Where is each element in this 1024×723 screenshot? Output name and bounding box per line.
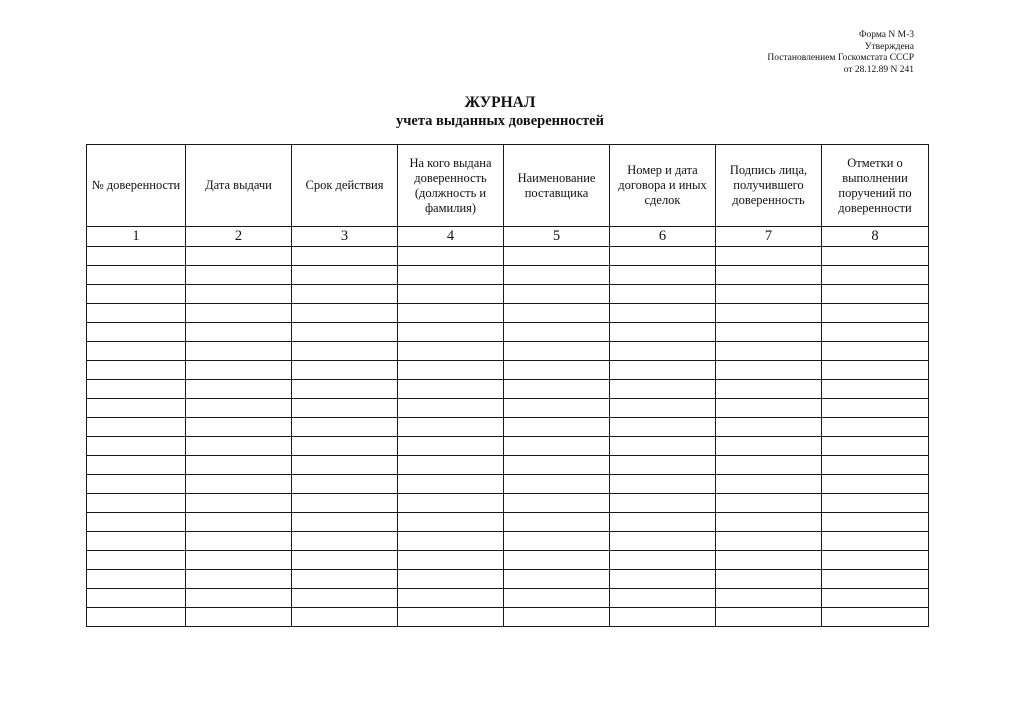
table-cell[interactable] [610, 608, 716, 627]
table-cell[interactable] [87, 418, 186, 437]
table-cell[interactable] [398, 399, 504, 418]
title-main: ЖУРНАЛ [464, 94, 536, 111]
table-cell[interactable] [87, 494, 186, 513]
table-cell[interactable] [398, 418, 504, 437]
table-cell[interactable] [610, 456, 716, 475]
table-cell[interactable] [610, 494, 716, 513]
header-row [87, 145, 929, 227]
table-cell[interactable] [822, 570, 929, 589]
table-cell[interactable] [716, 589, 822, 608]
table-cell[interactable] [186, 475, 292, 494]
column-number: 1 [87, 227, 186, 247]
table-cell[interactable] [610, 437, 716, 456]
table-cell[interactable] [610, 361, 716, 380]
table-cell[interactable] [504, 475, 610, 494]
table-cell[interactable] [292, 361, 398, 380]
table-cell[interactable] [186, 380, 292, 399]
journal-table [86, 144, 929, 627]
column-number: 3 [292, 227, 398, 247]
header-cell: Срок действия [292, 145, 398, 227]
table-cell[interactable] [822, 342, 929, 361]
table-cell[interactable] [504, 551, 610, 570]
table-cell[interactable] [822, 247, 929, 266]
table-cell[interactable] [398, 285, 504, 304]
document-title [0, 93, 1000, 130]
table-cell[interactable] [822, 551, 929, 570]
table-cell[interactable] [398, 608, 504, 627]
table-cell[interactable] [822, 475, 929, 494]
table-cell[interactable] [610, 475, 716, 494]
table-cell[interactable] [292, 285, 398, 304]
header-cell: № доверенности [87, 145, 186, 227]
header-cell: Отметки о выполнении поручений по доверенности [822, 145, 929, 227]
table-row [87, 247, 929, 266]
column-number-row [87, 227, 929, 247]
table-cell[interactable] [186, 570, 292, 589]
table-cell[interactable] [822, 513, 929, 532]
table-cell[interactable] [292, 266, 398, 285]
table-cell[interactable] [186, 342, 292, 361]
table-cell[interactable] [292, 608, 398, 627]
table-row [87, 551, 929, 570]
approval-resolution: Постановлением Госкомстата СССР [767, 53, 914, 63]
header-cell: Дата выдачи [186, 145, 292, 227]
table-cell[interactable] [716, 399, 822, 418]
table-cell[interactable] [186, 304, 292, 323]
header-cell: Номер и дата договора и иных сделок [610, 145, 716, 227]
table-cell[interactable] [398, 494, 504, 513]
table-cell[interactable] [610, 513, 716, 532]
table-cell[interactable] [398, 475, 504, 494]
table-cell[interactable] [822, 494, 929, 513]
form-number: Форма N М-3 [859, 30, 914, 40]
table-cell[interactable] [292, 475, 398, 494]
table-cell[interactable] [398, 304, 504, 323]
table-cell[interactable] [716, 361, 822, 380]
table-cell[interactable] [186, 285, 292, 304]
table-cell[interactable] [398, 570, 504, 589]
table-row [87, 361, 929, 380]
table-row [87, 589, 929, 608]
table-cell[interactable] [610, 266, 716, 285]
table-cell[interactable] [610, 380, 716, 399]
table-cell[interactable] [716, 532, 822, 551]
table-cell[interactable] [504, 304, 610, 323]
table-cell[interactable] [504, 361, 610, 380]
table-row [87, 494, 929, 513]
table-cell[interactable] [87, 570, 186, 589]
table-cell[interactable] [716, 475, 822, 494]
table-cell[interactable] [186, 361, 292, 380]
table-cell[interactable] [292, 399, 398, 418]
table-cell[interactable] [504, 399, 610, 418]
table-cell[interactable] [292, 532, 398, 551]
table-cell[interactable] [292, 589, 398, 608]
table-cell[interactable] [398, 532, 504, 551]
table-cell[interactable] [398, 342, 504, 361]
table-cell[interactable] [87, 285, 186, 304]
table-cell[interactable] [186, 323, 292, 342]
table-cell[interactable] [292, 456, 398, 475]
table-cell[interactable] [504, 285, 610, 304]
table-cell[interactable] [87, 608, 186, 627]
table-row [87, 418, 929, 437]
table-row [87, 437, 929, 456]
table-cell[interactable] [504, 323, 610, 342]
table-cell[interactable] [186, 532, 292, 551]
table-cell[interactable] [822, 304, 929, 323]
table-cell[interactable] [716, 304, 822, 323]
table-cell[interactable] [716, 380, 822, 399]
table-cell[interactable] [398, 513, 504, 532]
table-cell[interactable] [398, 589, 504, 608]
table-row [87, 285, 929, 304]
table-cell[interactable] [186, 608, 292, 627]
table-cell[interactable] [292, 513, 398, 532]
approval-stamp [767, 30, 914, 76]
table-cell[interactable] [87, 323, 186, 342]
table-row [87, 456, 929, 475]
table-cell[interactable] [398, 437, 504, 456]
table-row [87, 513, 929, 532]
table-cell[interactable] [87, 475, 186, 494]
table-cell[interactable] [822, 285, 929, 304]
table-cell[interactable] [504, 494, 610, 513]
header-cell: Подпись лица, получившего доверенность [716, 145, 822, 227]
table-cell[interactable] [716, 570, 822, 589]
table-cell[interactable] [186, 266, 292, 285]
table-cell[interactable] [398, 266, 504, 285]
table-cell[interactable] [822, 266, 929, 285]
table-cell[interactable] [610, 285, 716, 304]
table-cell[interactable] [504, 456, 610, 475]
table-row [87, 570, 929, 589]
table-cell[interactable] [504, 247, 610, 266]
table-cell[interactable] [716, 437, 822, 456]
table-cell[interactable] [822, 399, 929, 418]
table-row [87, 608, 929, 627]
table-row [87, 266, 929, 285]
table-cell[interactable] [822, 418, 929, 437]
table-cell[interactable] [822, 456, 929, 475]
table-cell[interactable] [610, 570, 716, 589]
table-cell[interactable] [504, 589, 610, 608]
table-cell[interactable] [822, 323, 929, 342]
column-number: 8 [822, 227, 929, 247]
table-cell[interactable] [87, 247, 186, 266]
table-cell[interactable] [186, 589, 292, 608]
table-row [87, 304, 929, 323]
table-cell[interactable] [87, 304, 186, 323]
table-cell[interactable] [822, 608, 929, 627]
table-cell[interactable] [87, 437, 186, 456]
header-cell: На кого выдана доверенность (должность и фамилия) [398, 145, 504, 227]
table-cell[interactable] [398, 247, 504, 266]
table-cell[interactable] [716, 247, 822, 266]
table-cell[interactable] [610, 342, 716, 361]
table-cell[interactable] [504, 513, 610, 532]
table-cell[interactable] [292, 570, 398, 589]
table-cell[interactable] [292, 494, 398, 513]
table-cell[interactable] [610, 304, 716, 323]
table-cell[interactable] [292, 323, 398, 342]
table-cell[interactable] [610, 418, 716, 437]
column-number: 4 [398, 227, 504, 247]
table-cell[interactable] [822, 532, 929, 551]
table-cell[interactable] [186, 513, 292, 532]
table-row [87, 323, 929, 342]
table-cell[interactable] [292, 247, 398, 266]
table-cell[interactable] [292, 437, 398, 456]
table-cell[interactable] [87, 399, 186, 418]
table-cell[interactable] [87, 380, 186, 399]
table-cell[interactable] [716, 323, 822, 342]
table-cell[interactable] [87, 551, 186, 570]
table-cell[interactable] [186, 399, 292, 418]
table-cell[interactable] [87, 513, 186, 532]
table-cell[interactable] [504, 532, 610, 551]
table-cell[interactable] [398, 551, 504, 570]
table-cell[interactable] [398, 323, 504, 342]
column-number: 6 [610, 227, 716, 247]
table-cell[interactable] [822, 361, 929, 380]
table-cell[interactable] [292, 380, 398, 399]
table-cell[interactable] [87, 342, 186, 361]
table-cell[interactable] [87, 589, 186, 608]
column-number: 7 [716, 227, 822, 247]
table-row [87, 380, 929, 399]
table-cell[interactable] [292, 304, 398, 323]
table-cell[interactable] [716, 513, 822, 532]
table-cell[interactable] [292, 342, 398, 361]
approval-label: Утверждена [864, 41, 914, 52]
table-cell[interactable] [398, 380, 504, 399]
column-number: 2 [186, 227, 292, 247]
table-cell[interactable] [186, 456, 292, 475]
table-cell[interactable] [716, 608, 822, 627]
table-cell[interactable] [822, 589, 929, 608]
table-cell[interactable] [610, 323, 716, 342]
table-cell[interactable] [504, 342, 610, 361]
table-cell[interactable] [87, 361, 186, 380]
table-cell[interactable] [186, 437, 292, 456]
table-cell[interactable] [610, 532, 716, 551]
table-row [87, 475, 929, 494]
title-subtitle: учета выданных доверенностей [396, 113, 604, 129]
table-cell[interactable] [292, 551, 398, 570]
table-cell[interactable] [716, 285, 822, 304]
table-cell[interactable] [398, 456, 504, 475]
table-cell[interactable] [716, 456, 822, 475]
table-cell[interactable] [398, 361, 504, 380]
table-cell[interactable] [716, 266, 822, 285]
table-cell[interactable] [292, 418, 398, 437]
table-cell[interactable] [716, 494, 822, 513]
table-row [87, 342, 929, 361]
table-cell[interactable] [87, 532, 186, 551]
table-cell[interactable] [716, 342, 822, 361]
table-cell[interactable] [186, 247, 292, 266]
table-cell[interactable] [610, 247, 716, 266]
table-cell[interactable] [716, 551, 822, 570]
column-number: 5 [504, 227, 610, 247]
table-row [87, 532, 929, 551]
table-cell[interactable] [610, 551, 716, 570]
table-row [87, 399, 929, 418]
table-cell[interactable] [87, 456, 186, 475]
table-cell[interactable] [186, 418, 292, 437]
table-cell[interactable] [822, 437, 929, 456]
table-cell[interactable] [504, 380, 610, 399]
table-cell[interactable] [610, 399, 716, 418]
table-cell[interactable] [504, 608, 610, 627]
table-cell[interactable] [822, 380, 929, 399]
table-cell[interactable] [504, 437, 610, 456]
table-cell[interactable] [504, 266, 610, 285]
table-cell[interactable] [504, 418, 610, 437]
table-cell[interactable] [504, 570, 610, 589]
header-cell: Наименование поставщика [504, 145, 610, 227]
table-cell[interactable] [186, 494, 292, 513]
table-cell[interactable] [716, 418, 822, 437]
table-cell[interactable] [610, 589, 716, 608]
approval-date: от 28.12.89 N 241 [843, 64, 914, 75]
table-cell[interactable] [186, 551, 292, 570]
table-cell[interactable] [87, 266, 186, 285]
